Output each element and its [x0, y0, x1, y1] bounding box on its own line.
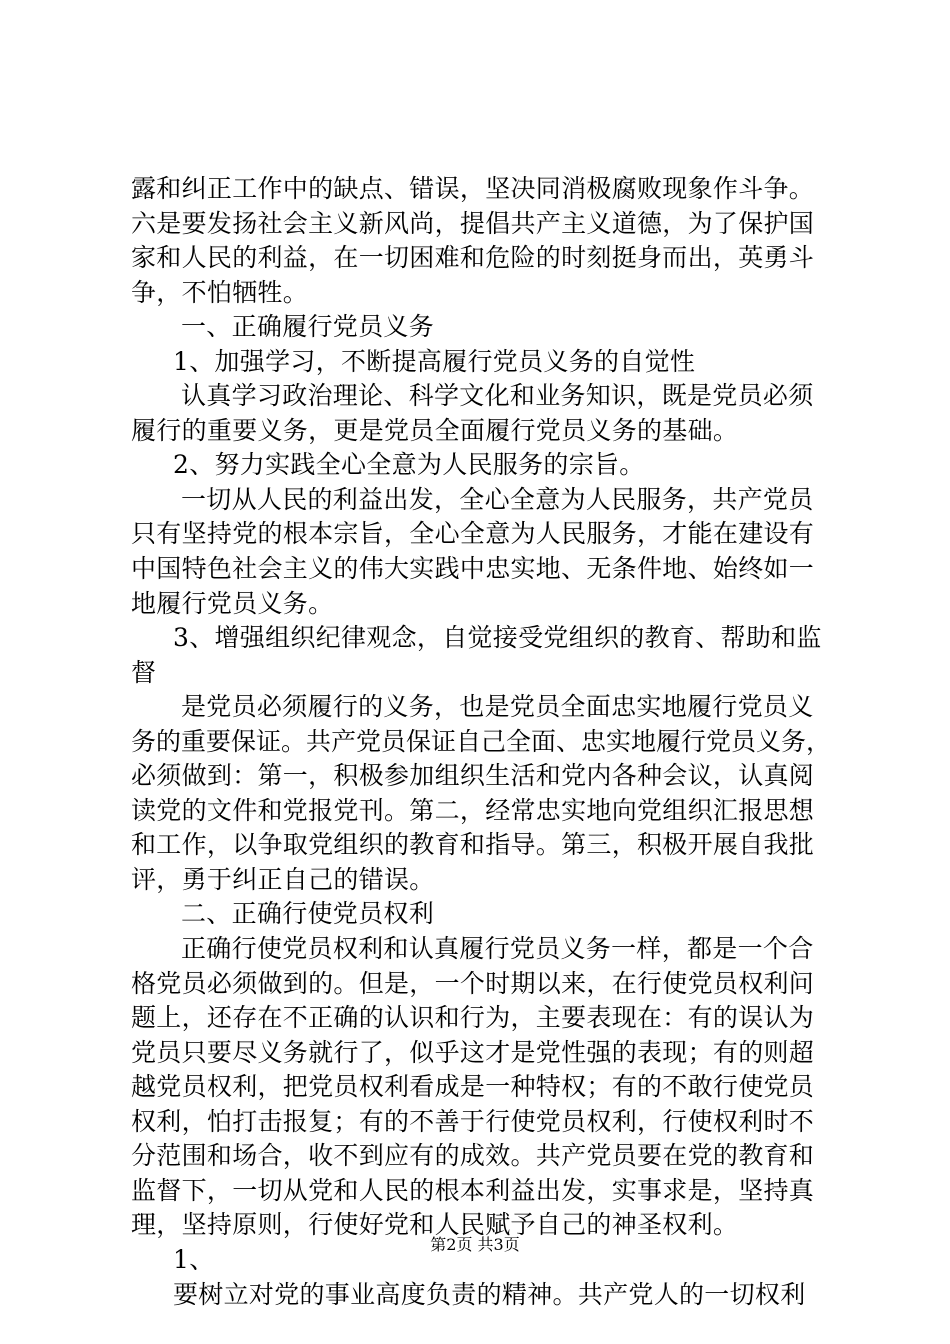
text-line: 分范围和场合，收不到应有的成效。共产党员要在党的教育和	[131, 1141, 815, 1171]
text-line: 和工作，以争取党组织的教育和指导。第三，积极开展自我批	[131, 830, 815, 860]
body-text	[131, 172, 831, 1312]
text-line: 题上，还存在不正确的认识和行为，主要表现在：有的误认为	[131, 1003, 815, 1033]
text-line: 1、	[173, 1244, 215, 1274]
text-line: 六是要发扬社会主义新风尚，提倡共产主义道德，为了保护国	[131, 208, 815, 238]
text-line: 二、正确行使党员权利	[181, 899, 435, 929]
text-line: 督	[131, 657, 157, 687]
text-line: 是党员必须履行的义务，也是党员全面忠实地履行党员义	[181, 692, 814, 722]
text-line: 党员只要尽义务就行了，似乎这才是党性强的表现；有的则超	[131, 1037, 815, 1067]
text-line: 越党员权利，把党员权利看成是一种特权；有的不敢行使党员	[131, 1072, 815, 1102]
text-line: 评，勇于纠正自己的错误。	[131, 864, 435, 894]
text-line: 一切从人民的利益出发，全心全意为人民服务，共产党员	[181, 484, 814, 514]
text-line: 3、增强组织纪律观念，自觉接受党组织的教育、帮助和监	[173, 623, 822, 653]
text-line: 1、加强学习，不断提高履行党员义务的自觉性	[173, 346, 696, 376]
text-line: 必须做到：第一，积极参加组织生活和党内各种会议，认真阅	[131, 761, 815, 791]
text-line: 争，不怕牺牲。	[131, 277, 309, 307]
text-line: 权利，怕打击报复；有的不善于行使党员权利，行使权利时不	[131, 1106, 815, 1136]
text-line: 一、正确履行党员义务	[181, 312, 435, 342]
text-line: 格党员必须做到的。但是，一个时期以来，在行使党员权利问	[131, 968, 815, 998]
text-line: 监督下，一切从党和人民的根本利益出发，实事求是，坚持真	[131, 1175, 815, 1205]
page-footer: 第2页 共3页	[430, 1235, 520, 1254]
text-line: 露和纠正工作中的缺点、错误，坚决同消极腐败现象作斗争。	[131, 174, 815, 203]
text-line: 要树立对党的事业高度负责的精神。共产党人的一切权利	[173, 1279, 806, 1309]
text-line: 家和人民的利益，在一切困难和危险的时刻挺身而出，英勇斗	[131, 243, 815, 273]
text-line: 地履行党员义务。	[131, 588, 334, 618]
text-line: 理，坚持原则，行使好党和人民赋予自己的神圣权利。	[131, 1210, 739, 1240]
text-line: 2、努力实践全心全意为人民服务的宗旨。	[173, 450, 645, 480]
text-line: 读党的文件和党报党刊。第二，经常忠实地向党组织汇报思想	[131, 795, 815, 825]
text-line: 正确行使党员权利和认真履行党员义务一样，都是一个合	[181, 934, 814, 964]
text-line: 务的重要保证。共产党员保证自己全面、忠实地履行党员义务，	[131, 726, 832, 756]
text-line: 认真学习政治理论、科学文化和业务知识，既是党员必须	[181, 381, 814, 411]
text-line: 履行的重要义务，更是党员全面履行党员义务的基础。	[131, 415, 739, 445]
text-line: 只有坚持党的根本宗旨，全心全意为人民服务，才能在建设有	[131, 519, 815, 549]
text-line: 中国特色社会主义的伟大实践中忠实地、无条件地、始终如一	[131, 554, 815, 584]
